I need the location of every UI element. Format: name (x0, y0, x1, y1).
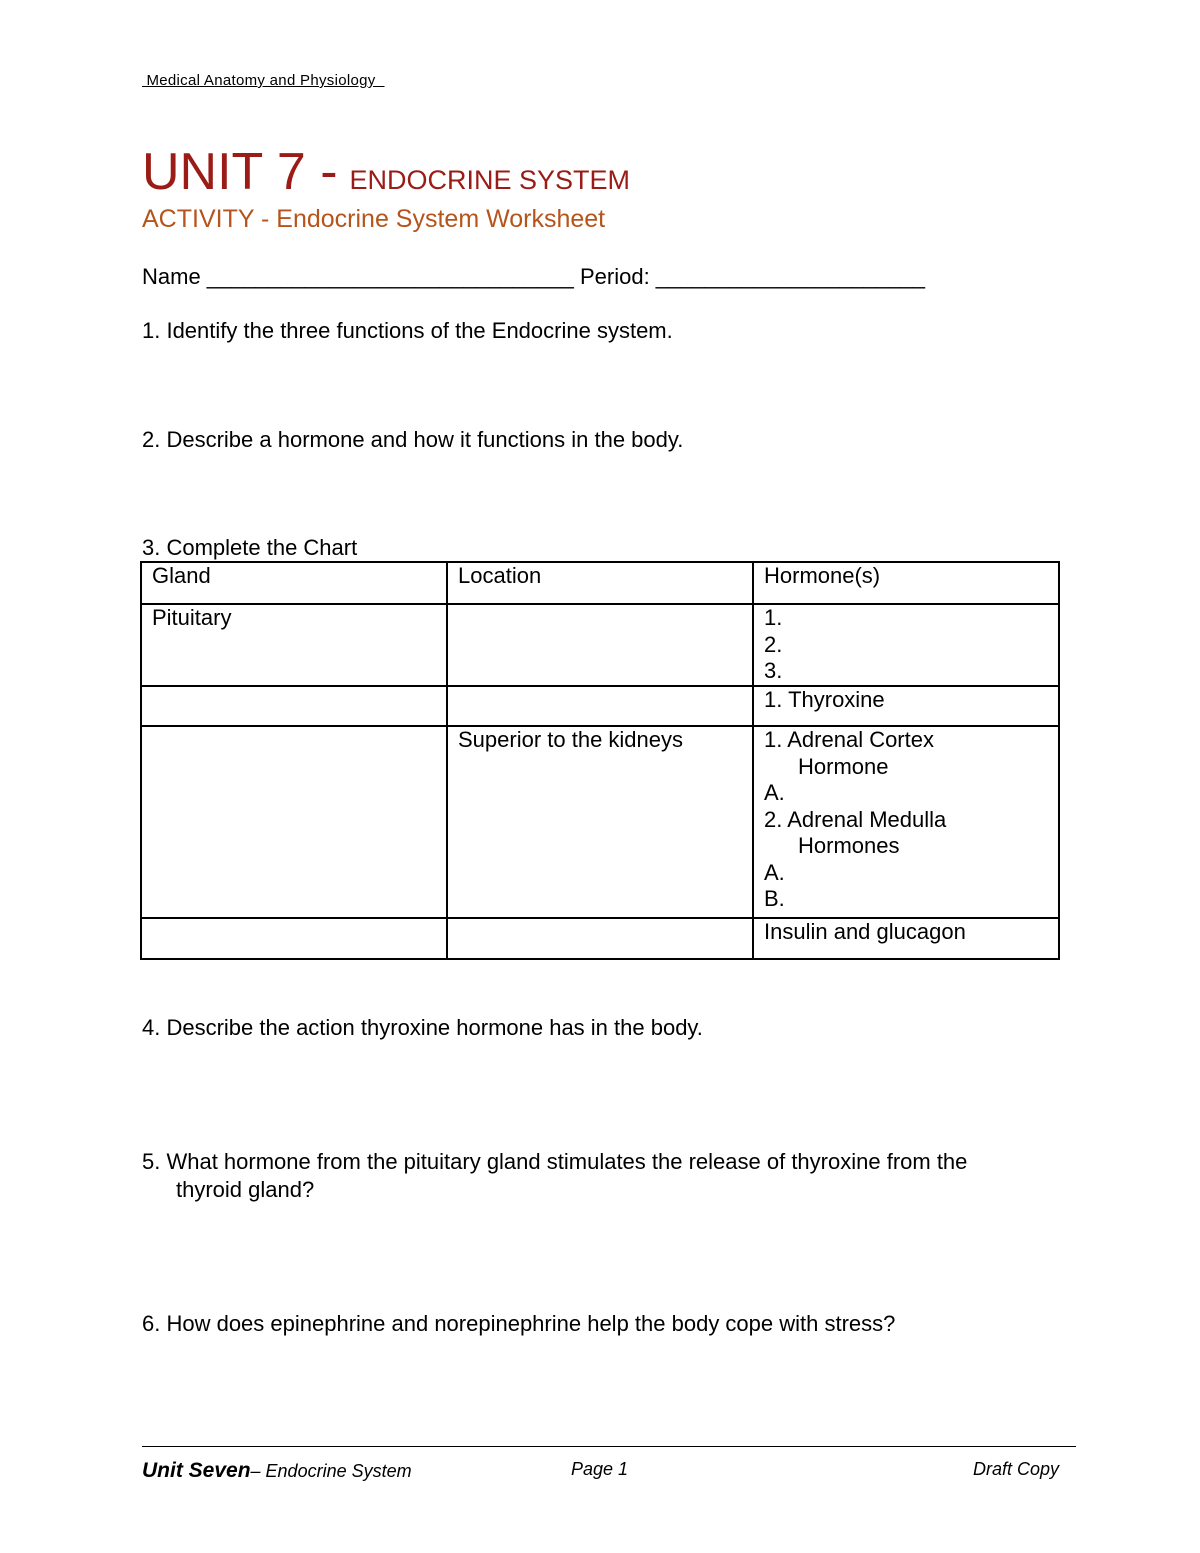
hormone-line: Hormones (798, 833, 900, 858)
gland-cell[interactable]: Pituitary (141, 604, 447, 686)
location-cell[interactable] (447, 604, 753, 686)
unit-title (142, 142, 630, 202)
footer-status: Draft Copy (972, 1459, 1059, 1479)
hormone-line: B. (764, 886, 785, 911)
endocrine-chart (140, 561, 1060, 960)
chart-header-row (141, 562, 1059, 604)
activity-title: ACTIVITY - Endocrine System Worksheet (142, 205, 606, 233)
hormones-cell[interactable] (753, 918, 1059, 959)
question-5: 5. What hormone from the pituitary gland stimulates the release of thyroxine from the (142, 1149, 968, 1174)
gland-cell[interactable] (141, 918, 447, 959)
course-header: Medical Anatomy and Physiology (142, 72, 385, 89)
footer-unit (142, 1459, 412, 1483)
header-hormones: Hormone(s) (753, 562, 1059, 604)
question-3: 3. Complete the Chart (142, 535, 358, 560)
hormone-line: A. (764, 859, 785, 885)
hormone-line: 1. Thyroxine (764, 687, 885, 712)
hormone-line: 2. (764, 631, 783, 657)
name-period-line[interactable]: Name ______________________________ Period: ______________________ (142, 264, 925, 289)
footer-page-number: Page 1 (571, 1459, 629, 1479)
table-row (141, 726, 1059, 918)
header-gland: Gland (141, 562, 447, 604)
hormone-line: Insulin and glucagon (764, 919, 966, 944)
location-cell[interactable] (447, 686, 753, 726)
hormones-cell[interactable] (753, 686, 1059, 726)
footer-divider (142, 1446, 1076, 1447)
gland-cell[interactable] (141, 726, 447, 918)
table-row (141, 918, 1059, 959)
question-2: 2. Describe a hormone and how it functions in the body. (142, 427, 684, 452)
hormone-line: 1. (764, 605, 783, 630)
footer-unit-label: Unit Seven (142, 1459, 251, 1482)
question-4: 4. Describe the action thyroxine hormone has in the body. (142, 1015, 703, 1040)
table-row (141, 686, 1059, 726)
question-5-continued: thyroid gland? (176, 1177, 315, 1202)
unit-number: UNIT 7 - (142, 143, 338, 201)
gland-cell[interactable] (141, 686, 447, 726)
hormones-cell[interactable] (753, 726, 1059, 918)
hormone-line: 1. Adrenal Cortex (764, 727, 934, 752)
question-6: 6. How does epinephrine and norepinephrine help the body cope with stress? (142, 1311, 896, 1336)
location-cell[interactable] (447, 918, 753, 959)
hormone-line: Hormone (798, 753, 889, 779)
location-cell[interactable]: Superior to the kidneys (447, 726, 753, 918)
question-1: 1. Identify the three functions of the Endocrine system. (142, 318, 673, 343)
table-row (141, 604, 1059, 686)
unit-topic: ENDOCRINE SYSTEM (349, 165, 631, 195)
hormone-line: 3. (764, 658, 783, 683)
header-location: Location (447, 562, 753, 604)
hormone-line: A. (764, 780, 785, 805)
hormone-line: 2. Adrenal Medulla (764, 806, 947, 832)
footer-subtitle: – Endocrine System (250, 1461, 412, 1481)
hormones-cell[interactable] (753, 604, 1059, 686)
